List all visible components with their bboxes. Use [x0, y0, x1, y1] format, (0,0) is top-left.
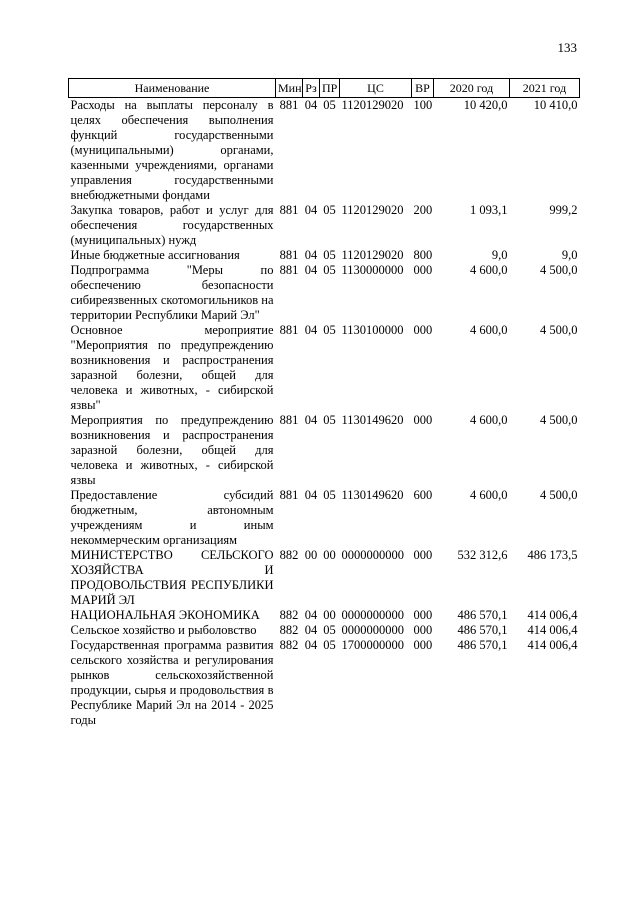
cell-vr: 000	[413, 608, 433, 622]
cell-name: Подпрограмма "Меры по обеспечению безопасности сибиреязвенных скотомогильников на территории Республики Марий Эл"	[70, 263, 274, 322]
cell-2021: 4 500,0	[540, 323, 578, 337]
cell-cs: 1130149620	[341, 413, 404, 427]
cell-2020: 9,0	[491, 248, 508, 262]
cell-name: Сельское хозяйство и рыболовство	[70, 623, 257, 637]
cell-vr: 000	[413, 323, 433, 337]
header-2021: 2021 год	[510, 79, 580, 98]
cell-2020: 10 420,0	[463, 98, 508, 112]
cell-name: Иные бюджетные ассигнования	[70, 248, 240, 262]
cell-2021: 9,0	[561, 248, 578, 262]
cell-vr: 000	[413, 623, 433, 637]
cell-pr: 05	[323, 203, 336, 217]
cell-name: Основное мероприятие "Мероприятия по предупреждению возникновения и распространения заразной болезни, общей для человека и животных, - сибирской язвы"	[70, 323, 274, 412]
cell-name: МИНИСТЕРСТВО СЕЛЬСКОГО ХОЗЯЙСТВА И ПРОДОВОЛЬСТВИЯ РЕСПУБЛИКИ МАРИЙ ЭЛ	[70, 548, 274, 607]
header-pr: ПР	[320, 79, 340, 98]
header-cs: ЦС	[340, 79, 412, 98]
cell-pr: 05	[323, 263, 336, 277]
cell-2021: 4 500,0	[540, 413, 578, 427]
cell-name: Государственная программа развития сельского хозяйства и регулирования рынков сельскохозяйственной продукции, сырья и продовольствия в Республике Марий Эл на 2014 - 2025 годы	[70, 638, 274, 727]
cell-rz: 04	[304, 203, 318, 217]
header-2020: 2020 год	[434, 79, 510, 98]
cell-rz: 04	[304, 323, 318, 337]
cell-cs: 1130149620	[341, 488, 404, 502]
table-row	[69, 323, 580, 413]
cell-min: 881	[279, 488, 299, 502]
cell-2021: 414 006,4	[527, 623, 578, 637]
cell-2020: 4 600,0	[470, 413, 508, 427]
cell-name: Предоставление субсидий бюджетным, автономным учреждениям и иным некоммерческим организациям	[70, 488, 274, 547]
cell-rz: 04	[304, 248, 318, 262]
cell-2020: 486 570,1	[457, 608, 508, 622]
cell-vr: 000	[413, 263, 433, 277]
cell-min: 882	[279, 623, 299, 637]
cell-pr: 05	[323, 323, 336, 337]
header-rz: Рз	[303, 79, 320, 98]
cell-pr: 05	[323, 413, 336, 427]
table-body	[69, 98, 580, 729]
cell-rz: 04	[304, 608, 318, 622]
cell-min: 881	[279, 98, 299, 112]
cell-cs: 1700000000	[341, 638, 404, 652]
cell-2020: 532 312,6	[457, 548, 508, 562]
table-row	[69, 638, 580, 728]
cell-min: 882	[279, 548, 299, 562]
cell-pr: 05	[323, 623, 336, 637]
cell-rz: 04	[304, 638, 318, 652]
table-row	[69, 248, 580, 263]
cell-vr: 600	[413, 488, 433, 502]
cell-min: 881	[279, 413, 299, 427]
cell-pr: 00	[323, 608, 336, 622]
table-row	[69, 98, 580, 204]
cell-min: 882	[279, 638, 299, 652]
cell-cs: 0000000000	[341, 608, 404, 622]
cell-name: Мероприятия по предупреждению возникновения и распространения заразной болезни, общей для человека и животных, - сибирской язвы	[70, 413, 274, 487]
cell-rz: 04	[304, 623, 318, 637]
cell-pr: 05	[323, 98, 336, 112]
cell-rz: 04	[304, 263, 318, 277]
table-row	[69, 413, 580, 488]
cell-pr: 00	[323, 548, 336, 562]
cell-cs: 1120129020	[341, 98, 404, 112]
cell-vr: 100	[413, 98, 433, 112]
cell-min: 881	[279, 323, 299, 337]
cell-name: НАЦИОНАЛЬНАЯ ЭКОНОМИКА	[70, 608, 260, 622]
page-number: 133	[557, 40, 577, 55]
cell-2021: 10 410,0	[533, 98, 578, 112]
table-row	[69, 548, 580, 608]
cell-rz: 04	[304, 488, 318, 502]
header-min: Мин	[276, 79, 303, 98]
table-row	[69, 488, 580, 548]
cell-pr: 05	[323, 248, 336, 262]
header-name: Наименование	[69, 79, 276, 98]
cell-2021: 999,2	[549, 203, 578, 217]
cell-cs: 0000000000	[341, 548, 404, 562]
cell-rz: 00	[304, 548, 318, 562]
cell-cs: 1130000000	[341, 263, 404, 277]
cell-2020: 4 600,0	[470, 263, 508, 277]
cell-rz: 04	[304, 413, 318, 427]
cell-min: 881	[279, 248, 299, 262]
cell-2021: 414 006,4	[527, 608, 578, 622]
cell-vr: 000	[413, 638, 433, 652]
cell-name: Расходы на выплаты персоналу в целях обеспечения выполнения функций государственными (муниципальными) органами, казенными учреждениями, органами управления государственными внебюджетными фондами	[70, 98, 274, 202]
cell-min: 882	[279, 608, 299, 622]
table-row	[69, 203, 580, 248]
table-header-row	[69, 79, 580, 98]
cell-min: 881	[279, 263, 299, 277]
cell-vr: 000	[413, 413, 433, 427]
cell-2021: 4 500,0	[540, 263, 578, 277]
cell-2021: 4 500,0	[540, 488, 578, 502]
cell-min: 881	[279, 203, 299, 217]
table-row	[69, 263, 580, 323]
table-row	[69, 608, 580, 623]
cell-name: Закупка товаров, работ и услуг для обеспечения государственных (муниципальных) нужд	[70, 203, 274, 247]
cell-rz: 04	[304, 98, 318, 112]
budget-table	[68, 78, 580, 728]
cell-2020: 1 093,1	[470, 203, 508, 217]
cell-2021: 414 006,4	[527, 638, 578, 652]
table-row	[69, 623, 580, 638]
cell-pr: 05	[323, 488, 336, 502]
cell-2020: 486 570,1	[457, 638, 508, 652]
cell-pr: 05	[323, 638, 336, 652]
cell-2020: 4 600,0	[470, 488, 508, 502]
header-vr: ВР	[412, 79, 434, 98]
cell-2021: 486 173,5	[527, 548, 578, 562]
cell-cs: 1120129020	[341, 248, 404, 262]
cell-2020: 4 600,0	[470, 323, 508, 337]
cell-cs: 1120129020	[341, 203, 404, 217]
cell-2020: 486 570,1	[457, 623, 508, 637]
cell-vr: 000	[413, 548, 433, 562]
cell-cs: 0000000000	[341, 623, 404, 637]
cell-vr: 200	[413, 203, 433, 217]
cell-cs: 1130100000	[341, 323, 404, 337]
cell-vr: 800	[413, 248, 433, 262]
